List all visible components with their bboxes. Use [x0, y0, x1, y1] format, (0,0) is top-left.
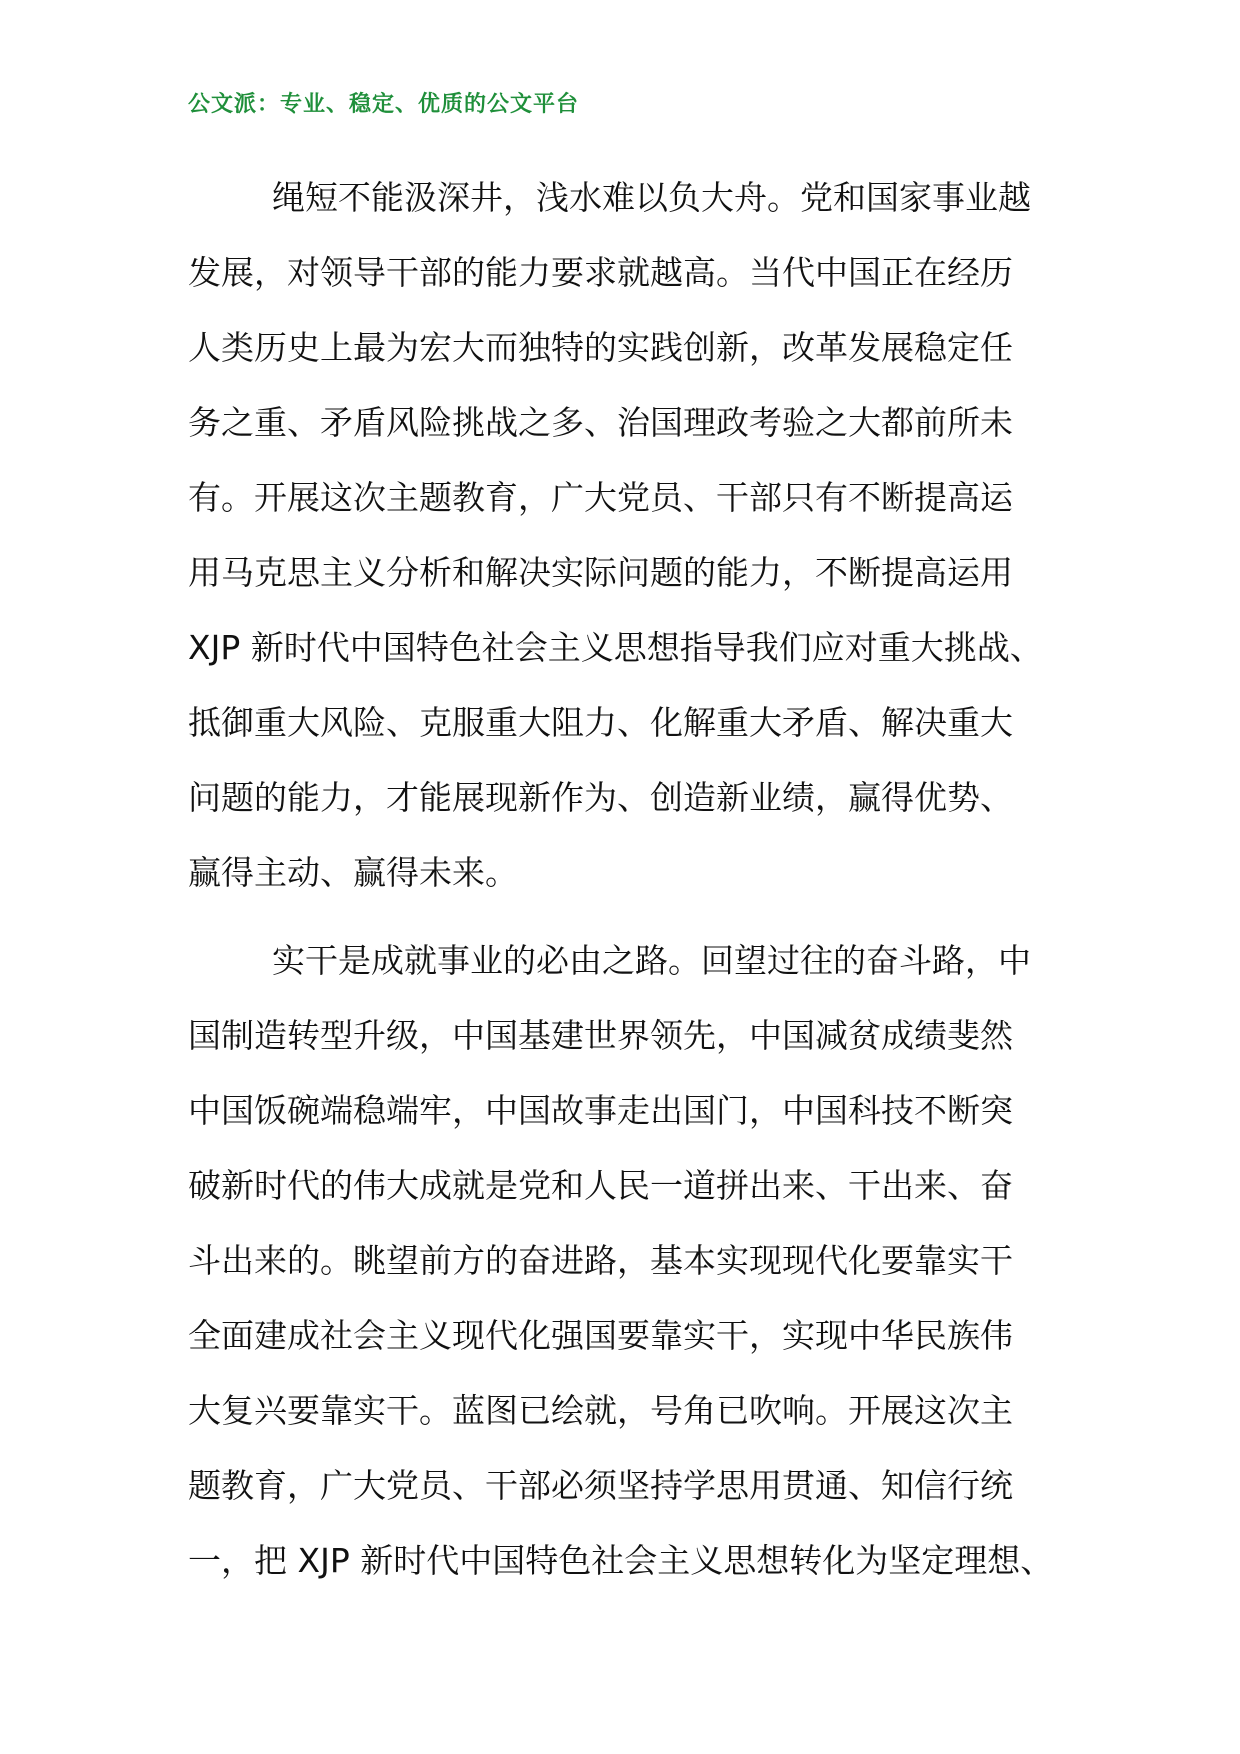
- paragraph-line: 斗出来的。眺望前方的奋进路，基本实现现代化要靠实干: [188, 1241, 1013, 1280]
- paragraph-line: 人类历史上最为宏大而独特的实践创新，改革发展稳定任: [188, 328, 1013, 367]
- paragraph-line: 问题的能力，才能展现新作为、创造新业绩，赢得优势、: [188, 778, 1013, 817]
- paragraph-line: 赢得主动、赢得未来。: [188, 853, 518, 892]
- paragraph-line: 国制造转型升级，中国基建世界领先，中国减贫成绩斐然: [188, 1016, 1013, 1055]
- paragraph-line: 中国饭碗端稳端牢，中国故事走出国门，中国科技不断突: [188, 1091, 1013, 1130]
- paragraph-line: 破新时代的伟大成就是党和人民一道拼出来、干出来、奋: [188, 1166, 1013, 1205]
- paragraph-line: 抵御重大风险、克服重大阻力、化解重大矛盾、解决重大: [188, 703, 1013, 742]
- paragraph-line: 全面建成社会主义现代化强国要靠实干，实现中华民族伟: [188, 1316, 1013, 1355]
- paragraph-line: 发展，对领导干部的能力要求就越高。当代中国正在经历: [188, 253, 1013, 292]
- paragraph-line: 一，把 XJP 新时代中国特色社会主义思想转化为坚定理想、: [188, 1541, 1054, 1580]
- paragraph-1: [188, 160, 1056, 910]
- paragraph-line: 绳短不能汲深井，浅水难以负大舟。党和国家事业越: [272, 178, 1031, 217]
- header-watermark: 公文派：专业、稳定、优质的公文平台: [188, 92, 580, 117]
- paragraph-line: 题教育，广大党员、干部必须坚持学思用贯通、知信行统: [188, 1466, 1013, 1505]
- paragraph-2: [188, 923, 1056, 1598]
- paragraph-line: 务之重、矛盾风险挑战之多、治国理政考验之大都前所未: [188, 403, 1013, 442]
- paragraph-line: 有。开展这次主题教育，广大党员、干部只有不断提高运: [188, 478, 1013, 517]
- paragraph-line: 实干是成就事业的必由之路。回望过往的奋斗路，中: [272, 941, 1031, 980]
- paragraph-line: 用马克思主义分析和解决实际问题的能力，不断提高运用: [188, 553, 1013, 592]
- paragraph-line: 大复兴要靠实干。蓝图已绘就，号角已吹响。开展这次主: [188, 1391, 1013, 1430]
- paragraph-line: XJP 新时代中国特色社会主义思想指导我们应对重大挑战、: [188, 628, 1043, 667]
